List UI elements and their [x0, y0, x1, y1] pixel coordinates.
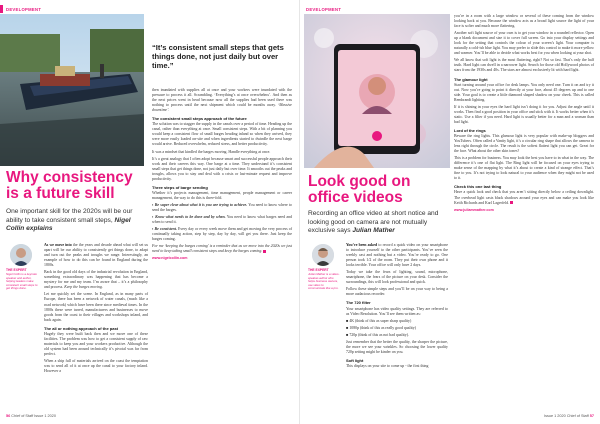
expert-avatar	[312, 244, 334, 266]
section-tab	[0, 5, 3, 13]
page-number: 56	[6, 414, 11, 418]
footer-left	[6, 414, 56, 418]
expert-bio: Nigel Collin is a keynote speaker and author, helping leaders make consistent small steps to get things done.	[6, 272, 38, 291]
paragraph: It’s a great analogy that I often adopt because smart and successful people approach their work and their careers this way. One barge at a time. They understand it’s consistent small steps that get things done, not just daily but over time. It smooths out the peaks and troughs, allows you to stay and deal with a crisis or last-minute request and improve productivity.	[152, 156, 292, 181]
paragraph: For me ‘keeping the barges coming’ is a reminder that as we move into the 2020s we just need to keep taking small consistent steps and keep the barges coming.	[152, 244, 292, 254]
footer-text: Chief of Staff Issue 1 2020	[11, 414, 56, 418]
paragraph: Today we take the fears of lighting, sound, microphone, smartphone, the fears of the picture on your desk. Consider the surroundings, this will look professional and quick.	[346, 270, 448, 285]
paragraph: This is a problem for business. You may look the best you have to in what in the way. The difference it’s one of flat light. The Ring light will be focused on your eyes trying to make sense of the mapping by what it’s about to create a kind of strange effect. That’s fine to you. It’s not trying to look natural to your audience when they might not be used to it.	[454, 156, 594, 181]
paragraph: This displays on your site to come up - the first thing	[346, 363, 429, 368]
paragraph: We all know that soft light is the most flattering, right? Not so fast. That’s only the half truth. Hard light can dwell in a narrower light. Search for those old Hollywood photos of stars from the 1930s and 40s. The stars are almost exclusively lit with hard light.	[454, 58, 594, 73]
paragraph: Back in the good old days of the industrial revolution in England, something extraordinary was happening that has become a mystery for me and my team. I’m aware that – it’s a philosophy and process.	[44, 270, 148, 290]
end-mark-icon	[510, 201, 513, 204]
expert-label: THE EXPERT	[308, 268, 329, 272]
bullet-lead: Know what needs to be done and by when.	[155, 215, 226, 220]
body-column-2	[454, 14, 594, 215]
camera-photo	[304, 14, 450, 168]
paragraph: Whether it’s projects management, time management, people management or career management, the way to do this is three-fold.	[152, 190, 292, 200]
emphasis: ‘Massive downtime’.	[152, 103, 292, 113]
footer-text: Issue 1 2020 Chief of Staff	[544, 414, 589, 418]
page-number: 57	[589, 414, 594, 418]
bullet-text: You need to know what barges need and when to send it.	[152, 215, 292, 225]
end-mark-icon	[263, 250, 266, 253]
bullet-item: ■ 1080p (think of this as really good quality)	[346, 325, 416, 330]
subheading: The consistent small steps approach of the future	[152, 116, 247, 122]
subheading: Soft light	[346, 357, 364, 363]
paragraph: The solution was to stagger the supply in the canals over a period of time. Heading up the canal, rather than everything at once. Small consistent steps. With a bit of planning you would keep a consistent flow of small barges heading inland so when they arrived, they were more easily loaded on-site and when ingredients started to dwindle the next barge would arrive. Reduced overwhelm, reduced stress, and better productivity.	[152, 122, 292, 147]
paragraph: If it is shining in your eyes the hard light isn’t doing it for you. Adjust the angle until it works. Then find a good position in your office and stick with it. It works better when it’s static. Use a filter if you need. Hard light is usually better for a man and a woman than bad light.	[454, 104, 594, 124]
standfirst-text: Recording an office video at short notice and looking good on camera are not mutually exclusive says	[308, 210, 439, 235]
paragraph: Just remember that the better the quality, the sharper the picture, the more we see your wrinkles. So choosing the lower quality 720p setting might be kinder on you.	[346, 339, 448, 354]
body-column-1	[44, 243, 148, 376]
standfirst-author: Nigel Collin explains	[6, 216, 131, 233]
paragraph: to record a quick video on your smartphone to introduce yourself to the other participants. You’ve seen the weekly cast and nothing but a video. You’re ready to go. One person took 1/2 of the room. They put their own phone and it looks terrible. Your office will only have 2 days.	[346, 243, 448, 268]
expert-bio: Julian Mather is a video-speaker-author who helps business owners, use video to communicate like a pro.	[308, 272, 340, 291]
paragraph: Start turning around your office for desk lamps. You only need one. Turn it on and try it out. Now you’re going to point it directly at your face, about 45 degrees up and to one side. Your goal is to create a little diamond shaped shadow on your cheek. This is called Rembrandt lighting.	[454, 82, 594, 102]
website-link[interactable]: www.juliammather.com	[454, 207, 494, 212]
bullet-text: Every day or every week move them and get moving the very process of continually taking action, step by step, day by day, will get you there. Just keep the barges coming.	[152, 227, 292, 242]
lead-in: You’ve been asked	[346, 243, 378, 247]
right-page	[300, 0, 600, 424]
body-column-1	[346, 243, 448, 371]
standfirst-text: One important skill for the 2020s will be our ability to take consistent small steps,	[6, 208, 133, 224]
paragraph: Beware the ring lights. This glamour light is very popular with make-up bloggers and YouTubers. Often called a Vanity light, it’s a circular ring shape that allows the camera to lens right through the circle. The result is the softest flattest light you can get. Great for the face. What about the other skin tones?	[454, 133, 594, 154]
expert-avatar	[10, 244, 32, 266]
bullet-text: You need to know where to send the barges.	[152, 202, 292, 212]
bullet-item: ■ 4K (think of this as super sharp quality)	[346, 318, 412, 323]
paragraph: When a ship full of materials arrived on the coast the temptation was to send all of it at once up the canal to your factory inland. However a	[44, 358, 148, 374]
section-label: DEVELOPMENT	[6, 7, 42, 12]
bullet-lead: Be consistent.	[154, 227, 177, 232]
standfirst-author: Julian Mather	[352, 227, 395, 235]
standfirst	[6, 208, 146, 234]
pullquote: “It’s consistent small steps that gets things done, not just daily but over time.”	[152, 43, 284, 70]
expert-label: THE EXPERT	[6, 268, 27, 272]
bullet-lead: Be super clear about what it is you are trying to achieve.	[154, 202, 248, 207]
footer-right	[544, 414, 594, 418]
bullet-item: ■ 720p (think of this as not bad quality).	[346, 332, 409, 337]
paragraph: Have a quick look and check that you aren’t sitting directly below a ceiling downlight. The overhead light casts black shadows around your eyes and can make you look like Keith Richards and Karl Lagerfeld.	[454, 190, 594, 205]
website-link[interactable]: www.nigelcollin.com	[152, 256, 188, 261]
paragraph: Follow these simple steps and you’ll be on your way to being a more audacious recorder.	[346, 287, 448, 297]
headline: Why consistency is a future skill	[6, 169, 133, 202]
paragraph: Hugely they were built back then and we move one of these facilities. The problem was how to get a consistent supply of raw materials to keep you and your workers productive. Although the old system had been around technically it’s pivotal was far from perfect.	[44, 331, 148, 356]
headline: Look good on office videos	[308, 173, 411, 206]
paragraph: Let me quickly set the scene. In England, as in many parts of Europe, there has been a network of water canals, (much like a road network) which have been there since medieval times. In the 1800s these were tarred, manufacturers and businesses to move goods from the coast to their villages and workshops inland, and back again.	[44, 292, 148, 322]
paragraph: the the years and decade ahead what will set us apart will be our ability to consistently get things done, to adapt and turn out the peaks and troughs we range. Interestingly, an example of how to do this can be found in England during the 1800s.	[44, 243, 149, 268]
standfirst	[308, 210, 448, 236]
emphasis: Keep the barges moving.	[64, 285, 103, 290]
paragraph: you’re in a room with a large window or several of these coming from the window looking back at you. Because the window acts as a broad light source the light of your face is softer and much more flattering.	[454, 14, 594, 29]
body-column-2: then inundated with supplies all at once and your workers were inundated with the pressure to process it all. Scrambling. ‘Everything’s at once overwhelms’. And then as the next prices went in head because now all the supplies had been used there was nothing to process until the next shipment which could be months away. ‘Massive downtime’. The consistent small steps approach of the future The solution was to stagger the supply in the canals over a period of time. Heading up the canal, rather than everything at once. Small consistent steps. With a bit of planning you would keep a consistent flow of small barges heading inland so when they arrived, they were more easily loaded on-site and when ingredients started to dwindle the next barge would arrive. Reduced overwhelm, reduced stress, and better productivity. It was a mindset that kindled the barges moving. Handle everything at once. It’s a great analogy that I often adopt because smart and successful people approach their work and their careers this way. One barge at a time. They understand it’s consistent small steps that get things done, not just daily but over time. It smooths out the peaks and troughs, allows you to stay and deal with a crisis or last-minute request and improve productivity. Three steps of barge sending Whether it’s projects management, time management, people management or career management, the way to do this is three-fold. ▪ Be super clear about what it is you are trying to achieve. You need to know where to send the barges. ▪ Know what needs to be done and by when. You need to know what barges need and when to send it. ▪ Be consistent. Every day or every week move them and get moving the very process of continually taking action, step by step, day by day, will get you there. Just keep the barges coming. For me ‘keeping the barges coming’ is a reminder that as we move into the 2020s we just need to keep taking small consistent steps and keep the barges coming. www.nigelcollin.com	[152, 88, 292, 261]
section-label: DEVELOPMENT	[306, 7, 342, 12]
paragraph: then inundated with supplies all at once and your workers were inundated with the pressure to process it all. Scrambling. ‘Everything’s at once overwhelms’. And then as the next prices went in head because now all the supplies had been used there was nothing to process until the next shipment which could be months away.	[152, 88, 292, 108]
paragraph: It was a mindset that kindled the barges moving. Handle everything at once.	[152, 149, 271, 154]
paragraph: Another soft light source of your own is to get your window in a rounded reflector. Open up a blank document and size it to cover full screen. Go into your display settings and look for the setting that controls the colour of your screen’s light. Your computer is naturally a cold-ish blue light. You may prefer to slide this control to make it more yellow and warmer. You’ll be able to decide what works best for you when looking at your shot.	[454, 31, 594, 56]
barge-photo	[0, 14, 144, 166]
subheading: Lord of the rings	[454, 127, 486, 133]
subheading: Check this one last thing	[454, 184, 502, 190]
subheading: The all or nothing approach of the past	[44, 325, 119, 331]
paragraph: Your smartphone has video quality settings. They are referred to as Video Resolution. You’ll see them written as:	[346, 306, 448, 316]
subheading: The 720 filter	[346, 300, 371, 306]
subheading: The glamour light	[454, 76, 488, 82]
subheading: Three steps of barge sending	[152, 184, 208, 190]
lead-in: As we move into	[44, 243, 72, 247]
